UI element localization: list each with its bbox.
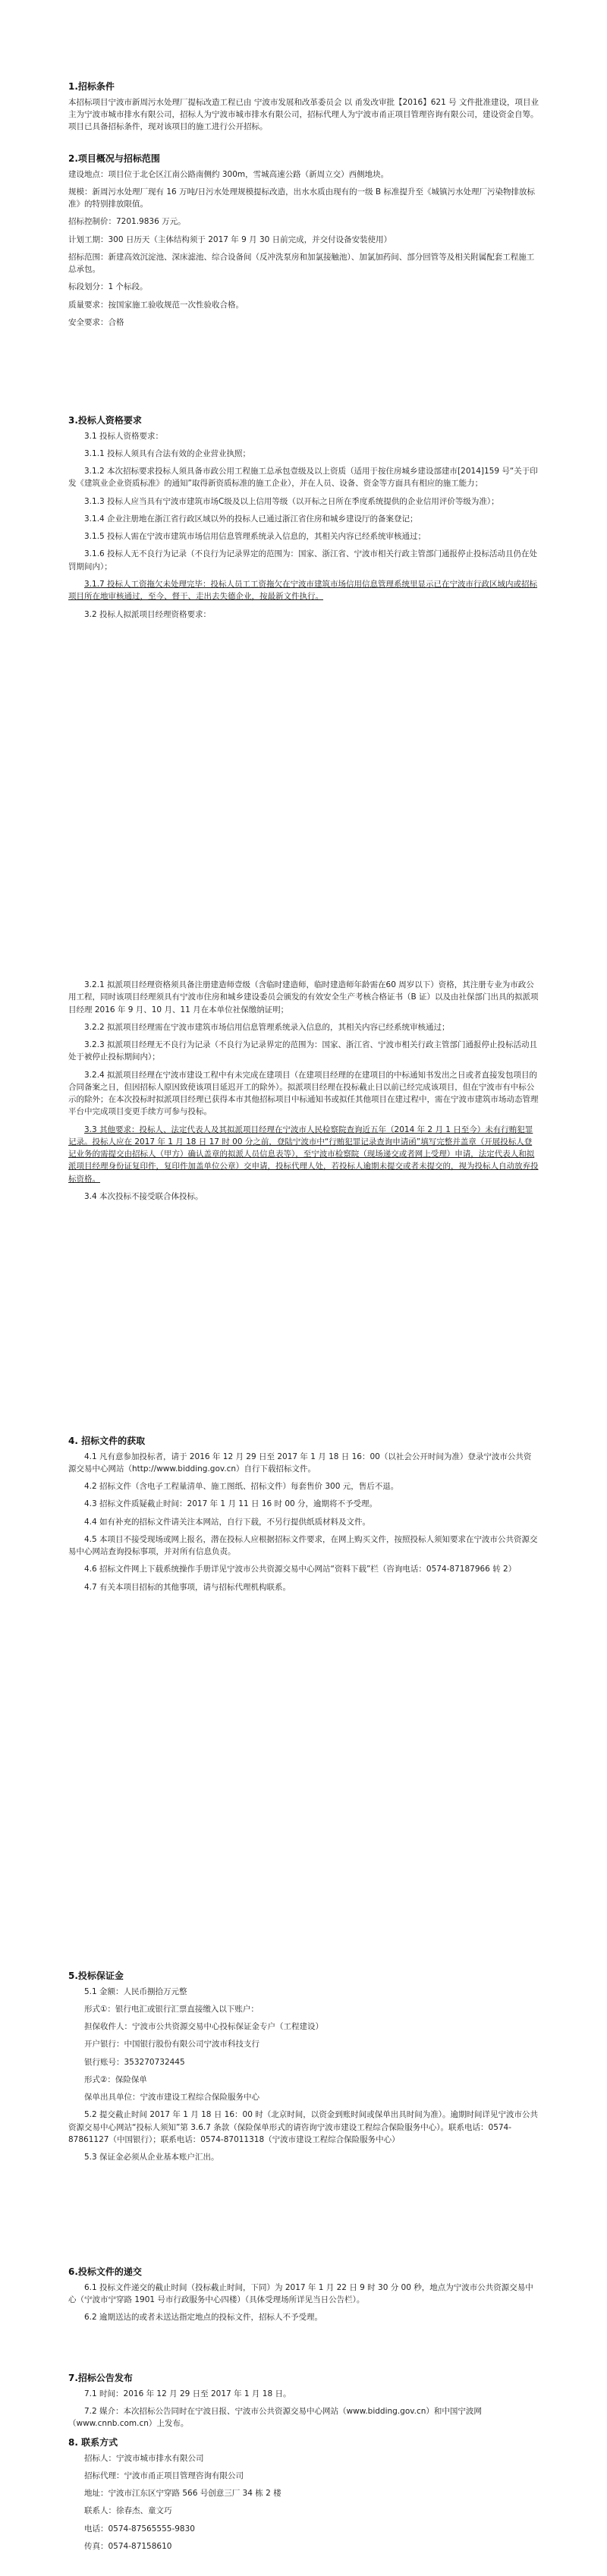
qualification-item: 3.1.5 投标人需在宁波市建筑市场信用信息管理系统录入信息的，其相关内容已经系统审核通过； — [84, 532, 426, 542]
documents-item: 4.1 凡有意参加投标者，请于 2016 年 12 月 29 日至 2017 年 1 月 18 日 16：00（以社会公开时间为准）登录宁波市公共资源交易中心网站（http://www.bidding.gov.cn）自行下载招标文件。 — [68, 1452, 532, 1474]
joint-venture-note: 3.4 本次投标不接受联合体投标。 — [84, 1191, 203, 1201]
documents-item: 4.4 如有补充的招标文件请关注本网站，自行下载，不另行提供纸质材料及文件。 — [84, 1517, 371, 1527]
qualification-item: 3.1 投标人资格要求： — [84, 431, 164, 441]
contact-phone: 电话：0574-87565555-9830 — [84, 2524, 195, 2534]
documents-item: 4.2 招标文件（含电子工程量清单、施工图纸、招标文件）每套售价 300 元，售后不退。 — [84, 1482, 399, 1492]
other-requirement: 3.3 其他要求：投标人、法定代表人及其拟派项目经理在宁波市人民检察院查询近五年（2014 年 2 月 1 日至今）未有行贿犯罪记录。投标人应在 2017 年 1 月 18 日 17 时 00 分之前，登陆宁波市中“行贿犯罪记录查询申请函”填写完整并盖章（开展投标人登记业务的需提交由招标人（甲方）确认盖章的拟派人员信息表等），至宁波市检察院（现场递交或者网上受理）申请，法定代表人和拟派项目经理身份证复印件，复印件加盖单位公章）交申请，投标代理人处，若投标人逾期未提交或者未提交的，视为投标人自动放弃投标资格。 — [68, 1124, 539, 1184]
documents-item: 4.6 招标文件网上下载系统操作手册详见宁波市公共资源交易中心网站“资料下载”栏（咨询电话：0574-87187966 转 2） — [84, 1565, 517, 1574]
section-title: 4. 招标文件的获取 — [68, 1436, 146, 1446]
documents-item: 4.3 招标文件质疑截止时间：2017 年 1 月 11 日 16 时 00 分，逾期将不予受理。 — [84, 1499, 378, 1509]
qualification-item: 3.1.4 企业注册地在浙江省行政区域以外的投标人已通过浙江省住房和城乡建设厅的备案登记； — [84, 514, 418, 524]
manager-item: 3.2.2 拟派项目经理需在宁波市建筑市场信用信息管理系统录入信息的，其相关内容已经系统审核通过； — [84, 1022, 450, 1032]
section-project-overview — [68, 152, 539, 334]
section-title: 6.投标文件的递交 — [68, 2266, 142, 2277]
qualification-item: 3.1.3 投标人应当具有宁波市建筑市场C级及以上信用等级（以开标之日所在季度系统提供的企业信用评价等级为准）； — [84, 496, 499, 506]
control-price: 招标控制价：7201.9836 万元。 — [68, 217, 186, 227]
bond-account-name: 担保收件人：宁波市公共资源交易中心投标保证金专户（工程建设） — [84, 2022, 323, 2032]
bond-amount: 5.1 金额：人民币捌拾万元整 — [84, 1986, 187, 1996]
documents-item: 4.5 本项目不接受现场或网上报名，潜在投标人应根据招标文件要求，在网上购买文件，按照投标人须知要求在宁波市公共资源交易中心网站查询投标事项，并对所有信息负责。 — [68, 1534, 538, 1557]
qualification-item: 3.1.7 投标人工资拖欠未处理完毕：投标人员工工资拖欠在宁波市建筑市场信用信息管理系统里显示已在宁波市行政区域内或招标项目所在地审核通过，至今、督干、走出去失德企业，按最新文件执行。 — [68, 579, 538, 602]
paragraph: 本招标项目宁波市新周污水处理厂提标改造工程已由 宁波市发展和改革委员会 以 甬发改审批【2016】621 号 文件批准建设，项目业主为宁波市城市排水有限公司，招标人为宁波市城市排水有限公司，招标代理人为宁波市甬正项目管理咨询有限公司，建设资金自筹。项目已具备招标条件，现对该项目的施工进行公开招标。 — [68, 97, 539, 132]
safety-requirement: 安全要求：合格 — [68, 317, 124, 327]
manager-item: 3.2.3 拟派项目经理无不良行为记录（不良行为记录界定的范围为：国家、浙江省、宁波市相关行政主管部门通报停止投标活动且处于被停止投标期间内）； — [68, 1040, 538, 1062]
section-title: 8. 联系方式 — [68, 2437, 118, 2448]
contact-address: 地址：宁波市江东区宁穿路 566 号创意三厂 34 栋 2 楼 — [84, 2489, 281, 2499]
qualification-item: 3.1.1 投标人须具有合法有效的企业营业执照； — [84, 448, 251, 458]
bid-scope: 招标范围：新建高效沉淀池、深床滤池、综合设备间（反冲洗泵房和加氯接触池）、加氯加药间、部分回管等及相关附属配套工程施工总承包。 — [68, 252, 535, 275]
section-bid-bond — [68, 1969, 539, 2169]
qualification-item: 3.1.2 本次招标要求投标人须具备市政公用工程施工总承包壹级及以上资质（适用于按住房城乡建设部建市[2014]159 号“关于印发《建筑业企业资质标准》的通知”取得新资质标准的施工企业），并在人员、设备、资金等方面具有相应的施工能力； — [68, 467, 538, 489]
bond-form-2: 形式②：保险保单 — [84, 2074, 147, 2084]
section-title: 2.项目概况与招标范围 — [68, 153, 160, 164]
bond-deadline: 5.2 提交截止时间 2017 年 1 月 18 日 16：00 时（北京时间，以资金到账时间或保单出具时间为准）。逾期时间详见宁波市公共资源交易中心网站“投标人须知”第 3.6.7 条款（保险保单形式的请咨询宁波市建设工程综合保险服务中心）。联系电话：0574-87861127（中国银行）；联系电话：0574-87011318（宁波市建设工程综合保险服务中心） — [68, 2110, 538, 2144]
bond-bank: 开户银行：中国银行股份有限公司宁波市科技支行 — [84, 2040, 259, 2049]
section-project-manager — [68, 979, 539, 1208]
bond-insurer: 保单出具单位：宁波市建设工程综合保险服务中心 — [84, 2093, 259, 2103]
section-title: 1.招标条件 — [68, 81, 115, 92]
section-announcement — [68, 2371, 539, 2435]
quality-requirement: 质量要求：按国家施工验收规范一次性验收合格。 — [68, 300, 244, 310]
section-title: 7.招标公告发布 — [68, 2373, 133, 2383]
contact-agent: 招标代理：宁波市甬正项目管理咨询有限公司 — [84, 2471, 244, 2480]
section-contact — [68, 2436, 539, 2558]
contact-person: 联系人：徐春杰、童文巧 — [84, 2506, 172, 2516]
contact-fax: 传真：0574-87158610 — [84, 2541, 172, 2551]
section-qualification — [68, 414, 539, 626]
section-title: 3.投标人资格要求 — [68, 415, 142, 426]
lot-division: 标段划分：1 个标段。 — [68, 282, 148, 292]
announcement-item: 7.1 时间：2016 年 12 月 29 日至 2017 年 1 月 18 日。 — [84, 2389, 291, 2398]
documents-item: 4.7 有关本项目招标的其他事项，请与招标代理机构联系。 — [84, 1582, 291, 1592]
qualification-item: 3.1.6 投标人无不良行为记录（不良行为记录界定的范围为：国家、浙江省、宁波市相关行政主管部门通报停止投标活动且仍在处罚期间内）； — [68, 549, 538, 571]
submission-item: 6.1 投标文件递交的截止时间（投标截止时间，下同）为 2017 年 1 月 22 日 9 时 30 分 00 秒，地点为宁波市公共资源交易中心（宁波市宁穿路 1901 号市行政服务中心四楼）（具体受理场所详见当日公告栏）。 — [68, 2282, 533, 2304]
bond-note: 5.3 保证金必须从企业基本账户汇出。 — [84, 2153, 219, 2162]
section-submission — [68, 2265, 539, 2329]
manager-item: 3.2.4 拟派项目经理在宁波市建设工程中有未完成在建项目（在建项目经理的在建项目的中标通知书发出之日或者直接发包项目的合同备案之日，但因招标人原因致使该项目延迟开工的除外）。拟派项目经理在投标截止日以前已经完成该项目，但在宁波市有中标公示的除外；在本次投标时拟派项目经理已获得本市其他招标项目中标通知书或拟任其他项目在建过程中，需在宁波市建筑市场动态管理平台中完成项目变更手续方可参与投标。 — [68, 1070, 539, 1117]
planned-duration: 计划工期：300 日历天（主体结构须于 2017 年 9 月 30 日前完成，并交付设备安装使用） — [68, 234, 392, 244]
construction-location: 建设地点：项目位于北仑区江南公路南侧约 300m，雪城高速公路（新周立交）西侧地块。 — [68, 169, 389, 179]
construction-scale: 规模：新周污水处理厂现有 16 万吨/日污水处理规模提标改造，出水水质由现有的一级 B 标准提升至《城镇污水处理厂污染物排放标准》的特别排放限值。 — [68, 187, 535, 209]
announcement-item: 7.2 媒介：本次招标公告同时在宁波日报、宁波市公共资源交易中心网站（www.bidding.gov.cn）和中国宁波网（www.cnnb.com.cn）上发布。 — [68, 2406, 482, 2429]
section-documents — [68, 1434, 539, 1599]
bond-form: 形式①：银行电汇或银行汇票直接缴入以下账户： — [84, 2004, 259, 2014]
submission-item: 6.2 逾期送达的或者未送达指定地点的投标文件，招标人不予受理。 — [84, 2313, 323, 2323]
section-bid-conditions — [68, 80, 539, 135]
manager-item: 3.2.1 拟派项目经理资格须具备注册建造师壹级（含临时建造师，临时建造师年龄需在60 周岁以下）资格，其注册专业为市政公用工程，同时该项目经理须具有宁波市住房和城乡建设委员会颁发的有效安全生产考核合格证书（B 证）以及由社保部门出具的拟派项目经理 2016 年 9 月、10 月、11 月在本单位社保缴纳证明； — [68, 980, 539, 1014]
contact-tenderer: 招标人：宁波市城市排水有限公司 — [84, 2453, 204, 2463]
qualification-item: 3.2 投标人拟派项目经理资格要求： — [84, 609, 212, 619]
section-title: 5.投标保证金 — [68, 1971, 124, 1981]
bond-account-no: 银行账号：353270732445 — [84, 2057, 185, 2067]
